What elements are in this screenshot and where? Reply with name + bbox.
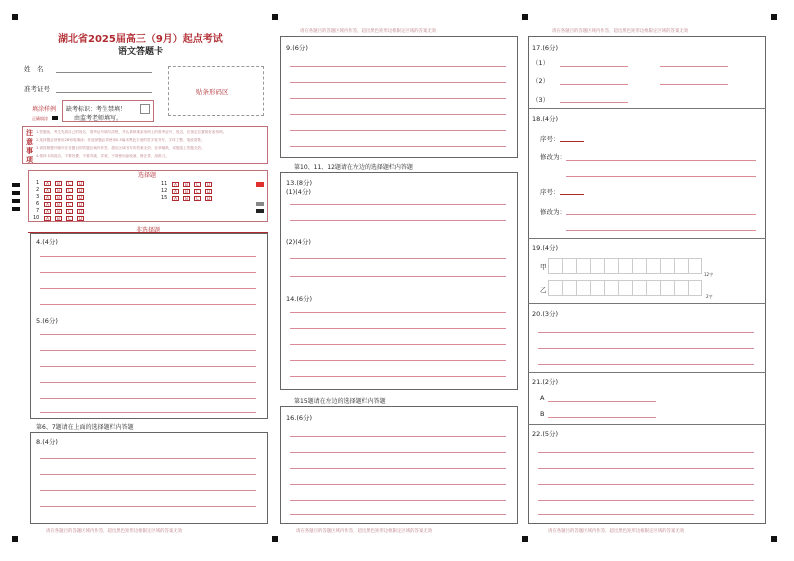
- answer-line[interactable]: [538, 332, 754, 333]
- answer-line[interactable]: [560, 66, 628, 67]
- q21-b-label: B: [540, 410, 545, 418]
- name-label: 姓 名: [24, 65, 44, 73]
- char-grid-yi[interactable]: [548, 280, 702, 296]
- option-b[interactable]: B: [55, 188, 62, 193]
- answer-line[interactable]: [290, 82, 506, 83]
- answer-line[interactable]: [290, 328, 506, 329]
- answer-line[interactable]: [40, 288, 256, 289]
- absent-checkbox[interactable]: [140, 104, 150, 114]
- option-a[interactable]: A: [44, 188, 51, 193]
- q17-item-2: （2）: [532, 77, 550, 85]
- option-d[interactable]: D: [78, 216, 83, 221]
- count-label-a: 12字: [704, 272, 714, 277]
- q17-label: 17.(6分): [532, 44, 559, 52]
- answer-line[interactable]: [538, 468, 754, 469]
- objective-title: 选择题: [138, 172, 157, 179]
- option-d[interactable]: D: [78, 181, 83, 186]
- answer-line[interactable]: [290, 220, 506, 221]
- objective-qnum: 7: [36, 208, 40, 214]
- answer-line[interactable]: [40, 458, 256, 459]
- answer-line[interactable]: [290, 204, 506, 205]
- q14-label: 14.(6分): [286, 295, 313, 303]
- edge-note-bottom: 请在各题目的答题区域内作答，超出黑色矩形边框限定区域的答案无效: [296, 529, 433, 534]
- option-a[interactable]: A: [172, 182, 179, 187]
- q6-7-note: 第6、7题请在上面的选择题栏内答题: [36, 424, 134, 431]
- timing-mark: [272, 536, 278, 542]
- seq-label-2: 序号：: [540, 188, 560, 196]
- answer-line[interactable]: [290, 468, 506, 469]
- q18-label: 18.(4分): [532, 115, 559, 123]
- answer-line[interactable]: [548, 417, 656, 418]
- sheet-subtitle: 语文答题卡: [118, 47, 164, 57]
- option-d[interactable]: D: [78, 209, 83, 214]
- option-d[interactable]: D: [78, 195, 83, 200]
- answer-line[interactable]: [566, 176, 756, 177]
- option-a[interactable]: A: [172, 189, 179, 194]
- fill-example-sub: 正确填涂: [32, 116, 48, 121]
- objective-qnum: 12: [161, 188, 168, 194]
- objective-qnum: 15: [161, 195, 168, 201]
- answer-line[interactable]: [538, 348, 754, 349]
- jia-label: 甲: [540, 263, 547, 271]
- objective-qnum: 10: [33, 215, 40, 221]
- q16-label: 16.(6分): [286, 414, 313, 422]
- objective-qnum: 2: [36, 187, 40, 193]
- notice-label-3: 事: [26, 147, 33, 155]
- answer-line[interactable]: [290, 130, 506, 131]
- q9-label: 9.(6分): [286, 44, 308, 52]
- answer-line[interactable]: [560, 102, 628, 103]
- q15-note: 第15题请在左边的选择题栏内答题: [294, 398, 386, 405]
- notice-line-1: 1.答题前，考生先将自己的姓名、准考证号填写清楚，并认真核准条形码上的准考证号、姓名，在规定位置贴好条形码。: [36, 130, 227, 134]
- notice-line-2: 2.选择题必须使用2B铅笔填涂；非选择题必须使用0.5毫米黑色字迹的签字笔书写，字体工整、笔迹清楚。: [36, 138, 205, 142]
- q4-label: 4.(4分): [36, 238, 58, 246]
- answer-line[interactable]: [40, 256, 256, 257]
- option-d[interactable]: D: [206, 196, 211, 201]
- option-b[interactable]: B: [183, 182, 190, 187]
- answer-line[interactable]: [660, 84, 728, 85]
- answer-line[interactable]: [538, 500, 754, 501]
- answer-line[interactable]: [566, 160, 756, 161]
- answer-line[interactable]: [40, 506, 256, 507]
- revise-label-1: 修改为：: [540, 153, 566, 161]
- option-d[interactable]: D: [78, 202, 83, 207]
- divider: [528, 372, 766, 373]
- q13-2-label: (2)(4分): [286, 238, 311, 246]
- timing-mark: [771, 536, 777, 542]
- corner-marker: [256, 182, 264, 187]
- answer-line[interactable]: [40, 334, 256, 335]
- timing-mark: [12, 183, 20, 187]
- answer-box-q8: [30, 432, 268, 524]
- option-c[interactable]: C: [66, 181, 73, 186]
- answer-line[interactable]: [40, 474, 256, 475]
- notice-label-2: 意: [26, 138, 33, 146]
- timing-mark: [522, 14, 528, 20]
- fill-example-label: 填涂样例: [32, 106, 57, 113]
- option-c[interactable]: C: [66, 195, 73, 200]
- notice-line-4: 4.保持卡面清洁，不要折叠、不要弄破、弄皱，不准使用涂改液、修正带、刮纸刀。: [36, 154, 169, 158]
- answer-line[interactable]: [40, 412, 256, 413]
- option-b[interactable]: B: [55, 202, 62, 207]
- timing-mark: [12, 199, 20, 203]
- answer-line[interactable]: [566, 214, 756, 215]
- ticket-field[interactable]: [56, 92, 152, 93]
- answer-line[interactable]: [538, 364, 754, 365]
- yi-label: 乙: [540, 286, 547, 294]
- corner-marker: [256, 209, 264, 213]
- option-a[interactable]: A: [172, 196, 179, 201]
- timing-mark: [522, 536, 528, 542]
- fill-example-mark: [52, 116, 58, 120]
- q17-item-3: （3）: [532, 96, 550, 104]
- answer-line[interactable]: [40, 272, 256, 273]
- answer-line[interactable]: [560, 141, 584, 142]
- absent-note-2: 由监考老师填写。: [74, 115, 123, 122]
- edge-note-bottom: 请在各题目的答题区域内作答，超出黑色矩形边框限定区域的答案无效: [548, 529, 685, 534]
- count-label-b: 2字: [706, 294, 713, 299]
- option-c[interactable]: C: [194, 182, 201, 187]
- answer-box-q9: [280, 36, 518, 158]
- notice-label-4: 项: [26, 156, 33, 164]
- answer-box-q16: [280, 406, 518, 524]
- q8-label: 8.(4分): [36, 438, 58, 446]
- answer-line[interactable]: [290, 146, 506, 147]
- edge-note-bottom: 请在各题目的答题区域内作答，超出黑色矩形边框限定区域的答案无效: [46, 529, 183, 534]
- q13-label: 13.(8分): [286, 179, 313, 187]
- option-b[interactable]: B: [183, 196, 190, 201]
- notice-line-3: 3.请按照题号顺序在各题目的答题区域内作答，超出区域书写的答案无效；在草稿纸、试题卷上答题无效。: [36, 146, 205, 150]
- answer-line[interactable]: [290, 276, 506, 277]
- timing-mark: [12, 191, 20, 195]
- option-a[interactable]: A: [44, 216, 51, 221]
- objective-qnum: 3: [36, 194, 40, 200]
- option-d[interactable]: D: [206, 189, 211, 194]
- answer-line[interactable]: [538, 452, 754, 453]
- answer-line[interactable]: [290, 258, 506, 259]
- ticket-label: 准考证号: [24, 85, 50, 93]
- answer-line[interactable]: [548, 401, 656, 402]
- option-d[interactable]: D: [78, 188, 83, 193]
- exam-title: 湖北省2025届高三（9月）起点考试: [58, 34, 223, 45]
- timing-mark: [272, 14, 278, 20]
- q13-1-label: (1)(4分): [286, 188, 311, 196]
- option-b[interactable]: B: [55, 216, 62, 221]
- answer-line[interactable]: [290, 436, 506, 437]
- barcode-label: 贴条形码区: [196, 88, 229, 96]
- q17-item-1: （1）: [532, 59, 550, 67]
- divider: [528, 238, 766, 239]
- q21-a-label: A: [540, 394, 545, 402]
- divider: [528, 303, 766, 304]
- objective-qnum: 1: [36, 180, 40, 186]
- seq-label-1: 序号：: [540, 135, 560, 143]
- q19-label: 19.(4分): [532, 244, 559, 252]
- answer-box-q4-q5: [30, 233, 268, 419]
- answer-line[interactable]: [40, 490, 256, 491]
- option-c[interactable]: C: [194, 196, 201, 201]
- edge-note-top: 请在各题目的答题区域内作答，超出黑色矩形边框限定区域的答案无效: [300, 29, 437, 34]
- option-c[interactable]: C: [194, 189, 201, 194]
- option-a[interactable]: A: [44, 209, 51, 214]
- answer-line[interactable]: [660, 66, 728, 67]
- option-a[interactable]: A: [44, 181, 51, 186]
- answer-line[interactable]: [290, 484, 506, 485]
- notice-label-1: 注: [26, 129, 33, 137]
- option-c[interactable]: C: [66, 216, 73, 221]
- objective-qnum: 11: [161, 181, 168, 187]
- subjective-title: 非选择题: [136, 227, 161, 234]
- answer-line[interactable]: [290, 500, 506, 501]
- q5-label: 5.(6分): [36, 317, 58, 325]
- q20-label: 20.(3分): [532, 310, 559, 318]
- answer-line[interactable]: [290, 114, 506, 115]
- option-b[interactable]: B: [55, 181, 62, 186]
- revise-label-2: 修改为：: [540, 208, 566, 216]
- q21-label: 21.(2分): [532, 378, 559, 386]
- divider: [528, 424, 766, 425]
- answer-line[interactable]: [290, 514, 506, 515]
- answer-line[interactable]: [40, 382, 256, 383]
- q22-label: 22.(5分): [532, 430, 559, 438]
- option-b[interactable]: B: [183, 189, 190, 194]
- timing-mark: [12, 207, 20, 211]
- absent-note-1: 缺考标识：考生禁填！: [66, 106, 127, 113]
- divider: [528, 108, 766, 109]
- answer-line[interactable]: [290, 98, 506, 99]
- timing-mark: [12, 14, 18, 20]
- edge-note-top: 请在各题目的答题区域内作答，超出黑色矩形边框限定区域的答案无效: [552, 29, 689, 34]
- answer-line[interactable]: [290, 452, 506, 453]
- char-grid-jia[interactable]: [548, 258, 702, 274]
- option-c[interactable]: C: [66, 202, 73, 207]
- answer-line[interactable]: [560, 194, 584, 195]
- answer-line[interactable]: [560, 84, 628, 85]
- answer-line[interactable]: [40, 304, 256, 305]
- answer-line[interactable]: [290, 344, 506, 345]
- timing-mark: [12, 536, 18, 542]
- answer-line[interactable]: [40, 398, 256, 399]
- option-a[interactable]: A: [44, 195, 51, 200]
- answer-line[interactable]: [290, 376, 506, 377]
- answer-line[interactable]: [40, 366, 256, 367]
- option-a[interactable]: A: [44, 202, 51, 207]
- answer-line[interactable]: [290, 360, 506, 361]
- answer-line[interactable]: [290, 312, 506, 313]
- option-d[interactable]: D: [206, 182, 211, 187]
- option-c[interactable]: C: [66, 188, 73, 193]
- q10-12-note: 第10、11、12题请在左边的选择题栏内答题: [294, 164, 413, 171]
- answer-line[interactable]: [538, 484, 754, 485]
- answer-line[interactable]: [290, 66, 506, 67]
- option-b[interactable]: B: [55, 195, 62, 200]
- corner-marker: [256, 202, 264, 206]
- answer-line[interactable]: [566, 230, 756, 231]
- timing-mark: [771, 14, 777, 20]
- answer-line[interactable]: [538, 514, 754, 515]
- option-b[interactable]: B: [55, 209, 62, 214]
- objective-qnum: 6: [36, 201, 40, 207]
- name-field[interactable]: [56, 72, 152, 73]
- answer-line[interactable]: [40, 350, 256, 351]
- option-c[interactable]: C: [66, 209, 73, 214]
